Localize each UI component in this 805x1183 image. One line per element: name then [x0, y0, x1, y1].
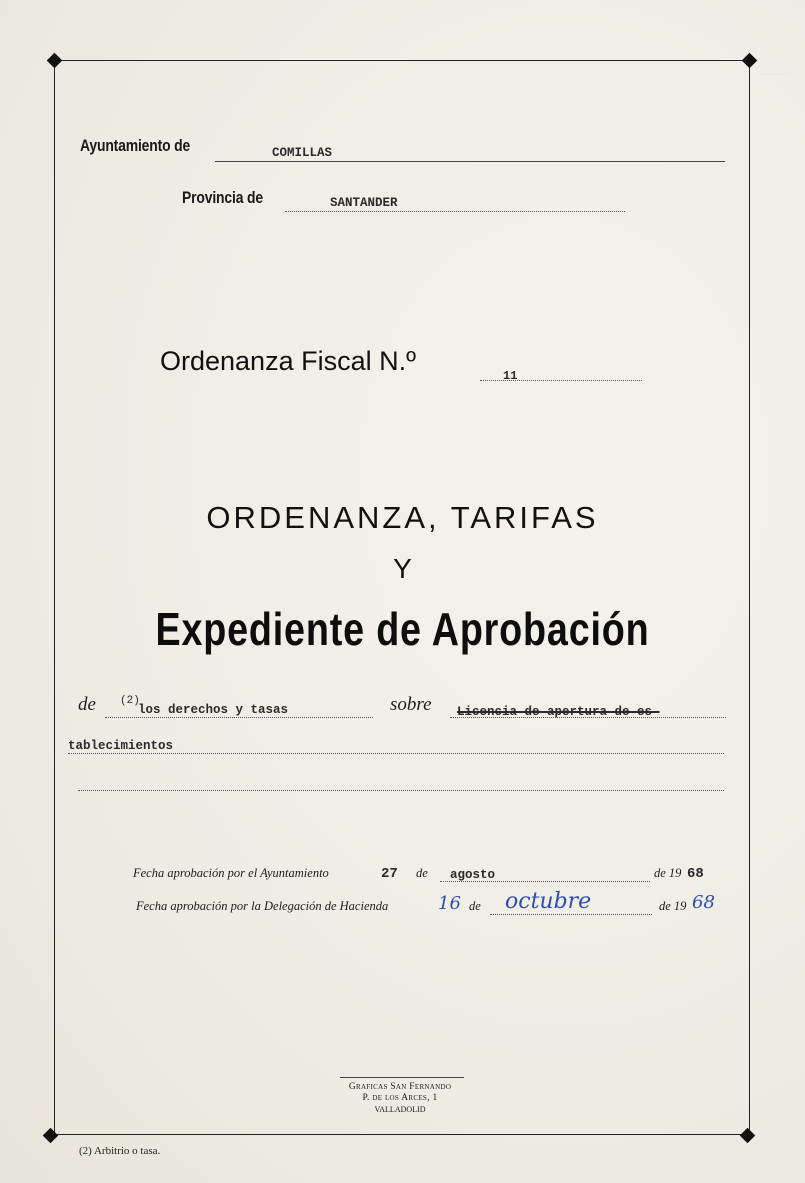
approval-ayuntamiento-year: 68	[687, 866, 704, 882]
approval-hacienda-label: Fecha aprobación por la Delegación de Hacienda	[136, 899, 389, 913]
approval-ayuntamiento-line	[440, 881, 650, 882]
de-label: de	[78, 694, 96, 715]
approval-de-year-2: de 19	[659, 899, 687, 913]
printer-imprint	[300, 1082, 500, 1115]
ordenanza-fiscal-label: Ordenanza Fiscal N.º	[160, 346, 416, 376]
approval-hacienda-line	[490, 914, 652, 915]
approval-ayuntamiento-label: Fecha aprobación por el Ayuntamiento	[133, 866, 329, 880]
approval-ayuntamiento-day: 27	[381, 866, 398, 882]
printer-name: Graficas San Fernando	[348, 1082, 452, 1092]
footnote-ref: (2)	[120, 695, 140, 707]
title-ordenanza-tarifas: ORDENANZA, TARIFAS	[206, 500, 599, 535]
approval-hacienda-month: octubre	[505, 889, 592, 914]
ordenanza-number-line	[480, 380, 642, 381]
subject-line-3-rule	[78, 790, 724, 791]
provincia-line	[285, 211, 625, 212]
tax-type: los derechos y tasas	[138, 703, 289, 717]
sobre-label: sobre	[390, 694, 432, 715]
ayuntamiento-value: COMILLAS	[272, 146, 333, 160]
ordenanza-number: 11	[503, 369, 518, 383]
approval-de-1: de	[416, 866, 428, 880]
ayuntamiento-label: Ayuntamiento de	[80, 136, 191, 155]
approval-de-2: de	[469, 899, 481, 913]
printer-city: VALLADOLID	[374, 1105, 426, 1114]
provincia-value: SANTANDER	[330, 196, 398, 210]
title-expediente: Expediente de Aprobación	[155, 603, 650, 655]
footnote: (2) Arbitrio o tasa.	[79, 1145, 161, 1157]
subject-line-1-rule	[450, 717, 726, 718]
show-through: ·······	[760, 66, 788, 80]
subject-line-2-rule	[68, 753, 724, 754]
approval-de-year-1: de 19	[654, 866, 682, 880]
subject-line-1: Licencia de apertura de es-	[457, 705, 660, 719]
page-frame	[54, 60, 750, 1135]
ayuntamiento-line	[215, 161, 725, 162]
title-y: Y	[393, 553, 412, 584]
printer-rule	[340, 1077, 464, 1078]
subject-line-2: tablecimientos	[68, 739, 174, 753]
approval-ayuntamiento-month: agosto	[450, 868, 496, 882]
approval-hacienda-day: 16	[438, 893, 461, 914]
printer-address: P. de los Arces, 1	[362, 1093, 438, 1103]
tax-type-line	[105, 717, 373, 718]
provincia-label: Provincia de	[182, 188, 263, 207]
approval-hacienda-year: 68	[692, 892, 715, 913]
